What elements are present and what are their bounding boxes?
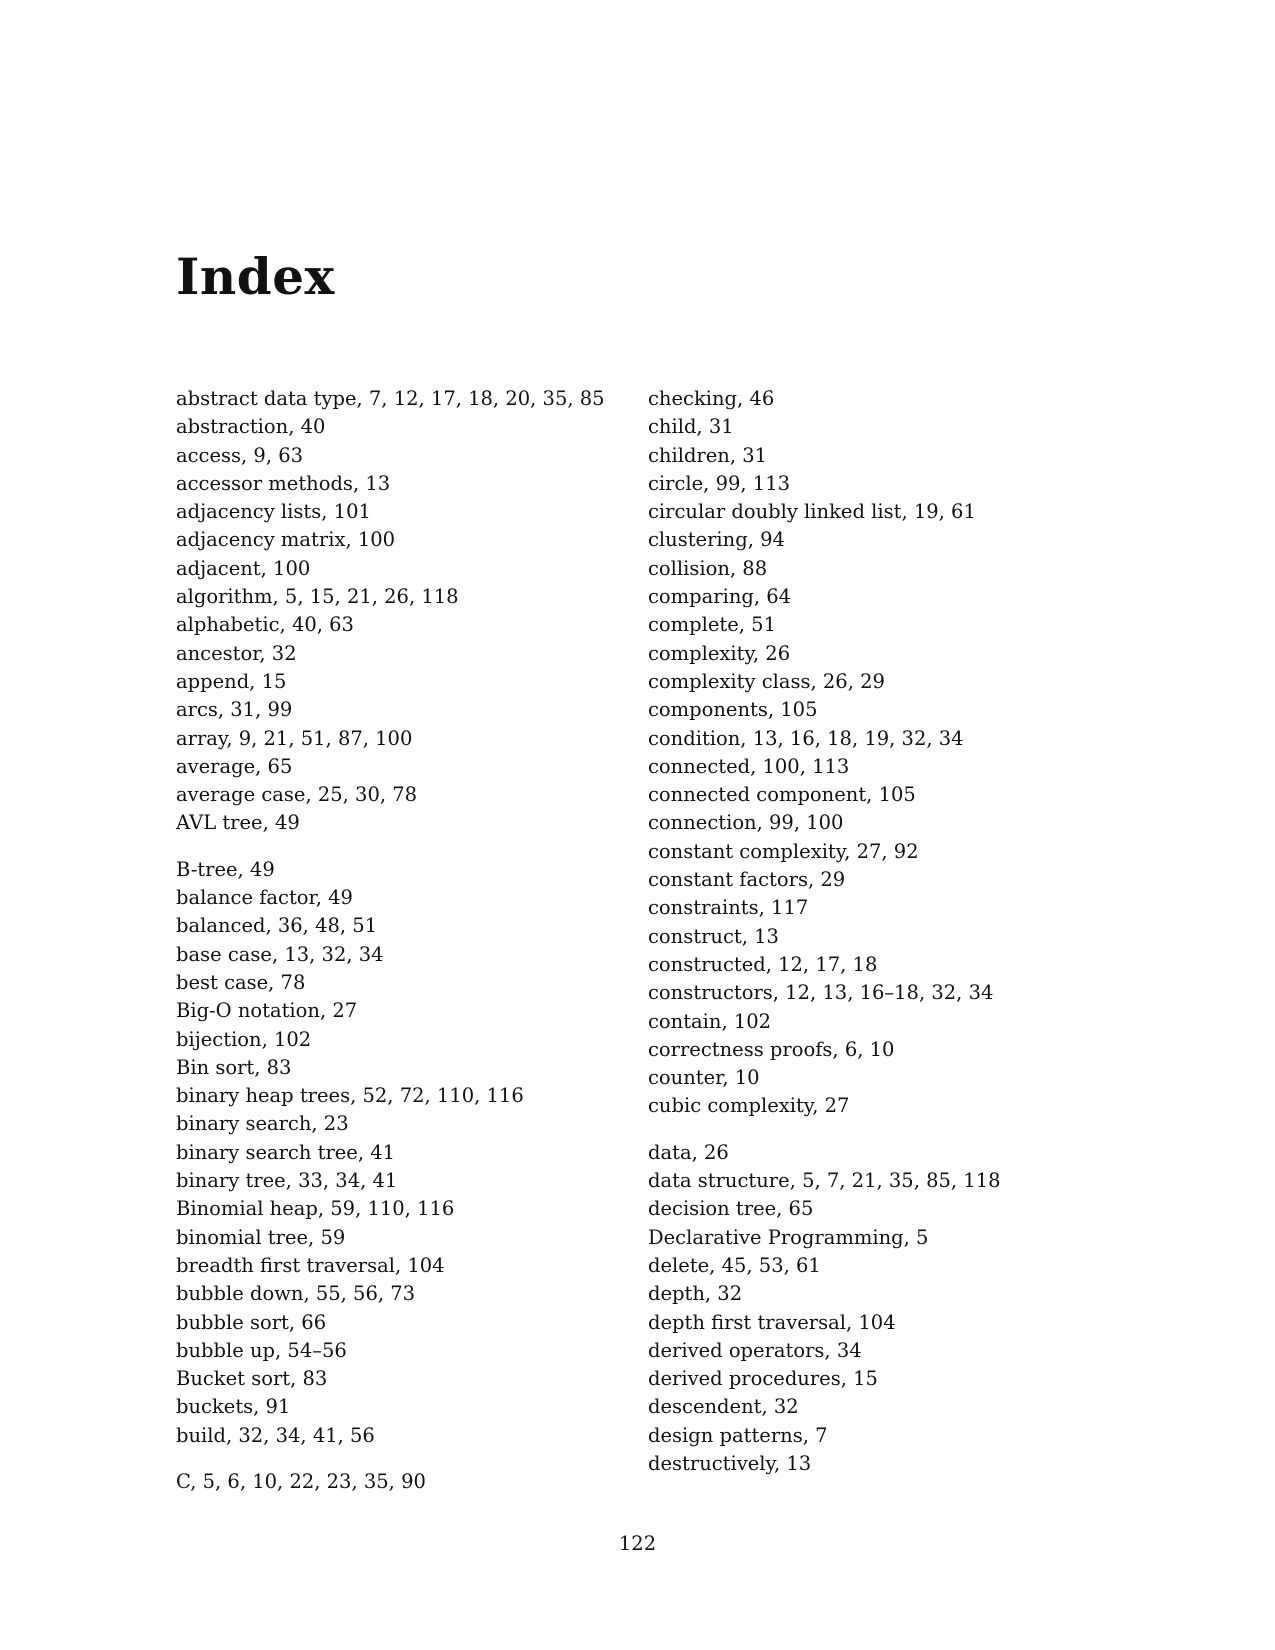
- index-entry: delete, 45, 53, 61: [648, 1253, 821, 1277]
- index-column-left: [176, 385, 626, 1514]
- index-entry: buckets, 91: [176, 1395, 291, 1419]
- index-entry: binary search tree, 41: [176, 1140, 396, 1164]
- index-entry: access, 9, 63: [176, 443, 304, 467]
- index-entry: collision, 88: [648, 556, 768, 580]
- index-entry: data, 26: [648, 1140, 729, 1164]
- index-entry: destructively, 13: [648, 1451, 812, 1475]
- index-entry: adjacency matrix, 100: [176, 528, 396, 552]
- index-entry: B-tree, 49: [176, 857, 275, 881]
- index-entry: balanced, 36, 48, 51: [176, 914, 378, 938]
- index-entry: AVL tree, 49: [176, 811, 300, 835]
- index-entry: build, 32, 34, 41, 56: [176, 1423, 375, 1447]
- index-entry: bubble up, 54–56: [176, 1338, 347, 1362]
- index-entry: descendent, 32: [648, 1395, 799, 1419]
- index-entry: bubble down, 55, 56, 73: [176, 1282, 416, 1306]
- index-entry: constructed, 12, 17, 18: [648, 952, 878, 976]
- page-title: Index: [176, 247, 335, 306]
- index-entry: circle, 99, 113: [648, 471, 791, 495]
- index-group: [648, 385, 1148, 1121]
- index-entry: contain, 102: [648, 1009, 772, 1033]
- index-entry: average case, 25, 30, 78: [176, 783, 418, 807]
- index-entry: binomial tree, 59: [176, 1225, 346, 1249]
- index-entry: bubble sort, 66: [176, 1310, 327, 1334]
- index-entry: abstraction, 40: [176, 415, 326, 439]
- index-entry: adjacency lists, 101: [176, 500, 371, 524]
- index-entry: balance factor, 49: [176, 886, 353, 910]
- index-entry: Binomial heap, 59, 110, 116: [176, 1197, 455, 1221]
- index-entry: abstract data type, 7, 12, 17, 18, 20, 35, 85: [176, 387, 605, 410]
- index-entry: binary heap trees, 52, 72, 110, 116: [176, 1084, 524, 1108]
- index-entry: algorithm, 5, 15, 21, 26, 118: [176, 585, 459, 609]
- index-entry: C, 5, 6, 10, 22, 23, 35, 90: [176, 1469, 426, 1493]
- index-entry: design patterns, 7: [648, 1423, 828, 1447]
- index-entry: correctness proofs, 6, 10: [648, 1037, 895, 1061]
- index-entry: constant factors, 29: [648, 868, 846, 892]
- index-entry: checking, 46: [648, 387, 775, 410]
- index-entry: base case, 13, 32, 34: [176, 942, 384, 966]
- index-entry: Declarative Programming, 5: [648, 1225, 929, 1249]
- index-entry: connected, 100, 113: [648, 754, 850, 778]
- index-entry: binary search, 23: [176, 1112, 349, 1136]
- index-entry: children, 31: [648, 443, 768, 467]
- index-entry: condition, 13, 16, 18, 19, 32, 34: [648, 726, 964, 750]
- index-entry: arcs, 31, 99: [176, 698, 293, 722]
- index-entry: components, 105: [648, 698, 818, 722]
- index-entry: child, 31: [648, 415, 734, 439]
- index-entry: array, 9, 21, 51, 87, 100: [176, 726, 413, 750]
- index-entry: cubic complexity, 27: [648, 1094, 850, 1118]
- index-entry: decision tree, 65: [648, 1197, 814, 1221]
- index-entry: complexity class, 26, 29: [648, 669, 885, 693]
- index-entry: alphabetic, 40, 63: [176, 613, 354, 637]
- index-group: [176, 1468, 626, 1496]
- index-entry: connected component, 105: [648, 783, 916, 807]
- index-entry: circular doubly linked list, 19, 61: [648, 500, 976, 524]
- index-entry: append, 15: [176, 669, 287, 693]
- index-entry: comparing, 64: [648, 585, 792, 609]
- index-entry: derived procedures, 15: [648, 1367, 878, 1391]
- index-entry: construct, 13: [648, 924, 779, 948]
- index-entry: binary tree, 33, 34, 41: [176, 1169, 398, 1193]
- page-number: 122: [618, 1532, 657, 1555]
- index-entry: complexity, 26: [648, 641, 791, 665]
- index-entry: depth, 32: [648, 1282, 743, 1306]
- index-entry: depth first traversal, 104: [648, 1310, 896, 1334]
- index-group: [176, 856, 626, 1450]
- index-entry: bijection, 102: [176, 1027, 312, 1051]
- index-entry: constant complexity, 27, 92: [648, 839, 919, 863]
- index-group: [648, 1139, 1148, 1479]
- index-entry: accessor methods, 13: [176, 471, 391, 495]
- index-entry: Big-O notation, 27: [176, 999, 358, 1023]
- index-entry: complete, 51: [648, 613, 776, 637]
- index-group: [176, 385, 626, 838]
- index-entry: adjacent, 100: [176, 556, 311, 580]
- index-entry: clustering, 94: [648, 528, 785, 552]
- index-entry: ancestor, 32: [176, 641, 297, 665]
- index-column-right: [648, 385, 1148, 1496]
- index-entry: counter, 10: [648, 1066, 760, 1090]
- index-entry: average, 65: [176, 754, 293, 778]
- index-entry: constraints, 117: [648, 896, 809, 920]
- index-entry: Bucket sort, 83: [176, 1367, 328, 1391]
- index-entry: breadth first traversal, 104: [176, 1253, 445, 1277]
- index-entry: best case, 78: [176, 970, 306, 994]
- index-entry: constructors, 12, 13, 16–18, 32, 34: [648, 981, 994, 1005]
- index-entry: derived operators, 34: [648, 1338, 862, 1362]
- index-entry: data structure, 5, 7, 21, 35, 85, 118: [648, 1169, 1001, 1193]
- index-entry: connection, 99, 100: [648, 811, 844, 835]
- index-entry: Bin sort, 83: [176, 1055, 292, 1079]
